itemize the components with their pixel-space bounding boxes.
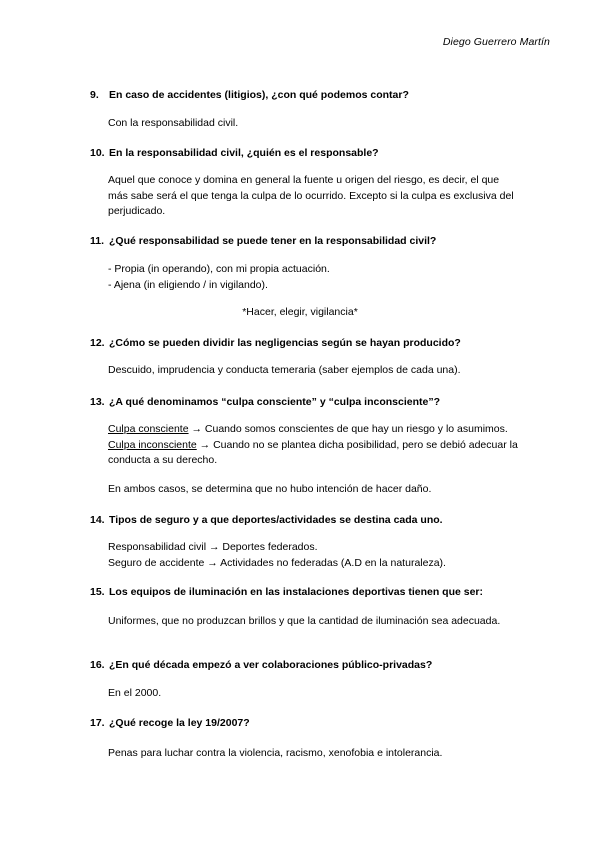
question-12 [90, 336, 461, 350]
answer-term: Culpa inconsciente [108, 438, 197, 451]
answer-16 [108, 686, 520, 702]
question-text: ¿En qué década empezó a ver colaboraciones público-privadas? [109, 659, 433, 671]
answer-line: Penas para luchar contra la violencia, racismo, xenofobia e intolerancia. [108, 747, 443, 759]
answer-15 [108, 614, 520, 630]
answer-9 [108, 116, 520, 132]
answer-line: Seguro de accidente → Actividades no federadas (A.D en la naturaleza). [108, 556, 446, 569]
question-text: ¿A qué denominamos “culpa consciente” y “culpa inconsciente”? [109, 396, 441, 408]
answer-item [108, 422, 520, 438]
answer-10 [108, 173, 520, 220]
question-14 [90, 513, 443, 527]
answer-item [108, 438, 520, 469]
answer-line: En el 2000. [108, 687, 162, 699]
question-text: ¿Qué responsabilidad se puede tener en la responsabilidad civil? [109, 235, 437, 247]
question-17 [90, 716, 250, 730]
answer-definition: → Cuando no se plantea dicha posibilidad, pero se debió adecuar la conducta a su derecho. [108, 438, 518, 466]
answer-13 [108, 422, 520, 469]
answer-line: Con la responsabilidad civil. [108, 117, 239, 129]
question-number: 15. [90, 586, 105, 598]
question-number: 10. [90, 147, 105, 159]
question-13 [90, 395, 440, 409]
question-number: 11. [90, 235, 105, 247]
note-11: *Hacer, elegir, vigilancia* [242, 306, 358, 318]
answer-line: En ambos casos, se determina que no hubo intención de hacer daño. [108, 483, 432, 495]
answer-definition: → Cuando somos conscientes de que hay un riesgo y lo asumimos. [188, 423, 508, 435]
answer-term: Culpa consciente [108, 423, 189, 435]
question-text: En la responsabilidad civil, ¿quién es el responsable? [109, 147, 379, 159]
answer-11 [108, 262, 520, 293]
question-text: ¿Qué recoge la ley 19/2007? [109, 717, 250, 729]
question-number: 16. [90, 659, 105, 671]
answer-12 [108, 363, 520, 379]
question-number: 14. [90, 514, 105, 526]
answer-line: - Ajena (in eligiendo / in vigilando). [108, 278, 268, 291]
answer-13-extra [108, 482, 520, 498]
question-number: 12. [90, 337, 105, 349]
question-text: ¿Cómo se pueden dividir las negligencias según se hayan producido? [109, 337, 461, 349]
answer-line: Responsabilidad civil → Deportes federados. [108, 541, 318, 553]
question-10 [90, 146, 379, 160]
question-16 [90, 658, 432, 672]
question-text: Tipos de seguro y a que deportes/actividades se destina cada uno. [109, 514, 443, 526]
answer-17 [108, 746, 520, 762]
question-11 [90, 234, 436, 248]
answer-14 [108, 540, 520, 571]
question-number: 13. [90, 396, 105, 408]
answer-line: Aquel que conoce y domina en general la fuente u origen del riesgo, es decir, el que más sabe será el que tenga la culpa de lo ocurrido. Excepto si la culpa es exclusiva del perjudicado. [108, 174, 514, 217]
answer-line: Uniformes, que no produzcan brillos y que la cantidad de iluminación sea adecuada. [108, 615, 501, 627]
answer-line: - Propia (in operando), con mi propia actuación. [108, 263, 330, 275]
question-15 [90, 585, 483, 599]
question-number: 17. [90, 717, 105, 729]
author-header: Diego Guerrero Martín [442, 36, 550, 48]
question-text: Los equipos de iluminación en las instalaciones deportivas tienen que ser: [109, 586, 484, 598]
question-9 [90, 88, 409, 102]
question-text: En caso de accidentes (litigios), ¿con qué podemos contar? [109, 89, 409, 101]
answer-line: Descuido, imprudencia y conducta temeraria (saber ejemplos de cada una). [108, 364, 461, 376]
question-number: 9. [90, 89, 99, 101]
